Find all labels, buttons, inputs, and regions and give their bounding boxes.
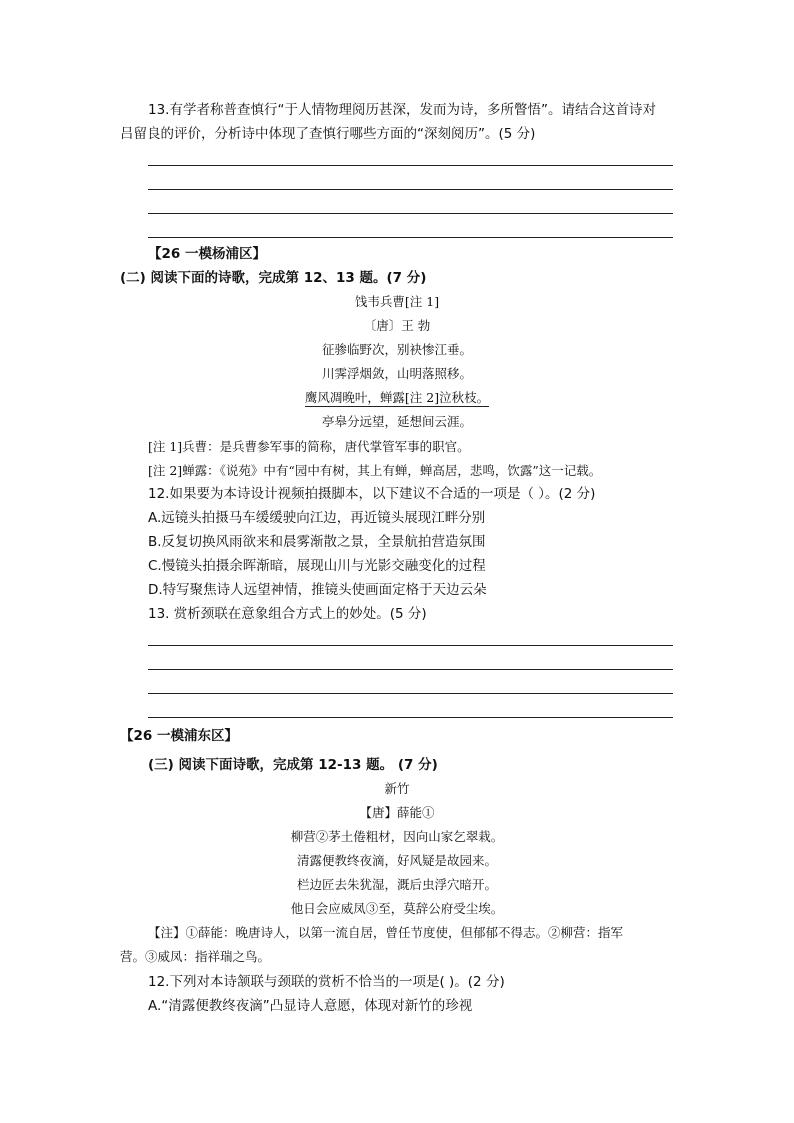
answer-line xyxy=(148,189,673,190)
question-12: 12.下列对本诗颔联与颈联的赏析不恰当的一项是( )。(2 分) xyxy=(148,974,505,990)
option-a: A.“清露便教终夜滴”凸显诗人意愿，体现对新竹的珍视 xyxy=(148,998,473,1014)
poem-line: 栏边匠去朱犹湿，溉后虫浮穴暗开。 xyxy=(296,877,497,892)
poem-author: 〔唐〕王 勃 xyxy=(363,318,431,333)
option-c: C.慢镜头拍摄余晖渐暗，展现山川与光影交融变化的过程 xyxy=(148,558,486,574)
note-line-1: 【注】①薛能：晚唐诗人，以第一流自居，曾任节度使，但郁郁不得志。②柳营：指军 xyxy=(148,925,624,940)
answer-line xyxy=(148,213,673,214)
poem-title: 饯韦兵曹[注 1] xyxy=(354,294,440,309)
note-2: [注 2]蝉露：《说苑》中有“园中有树，其上有蝉，蝉高居，悲鸣，饮露”这一记载。 xyxy=(148,463,602,478)
note-line-2: 营。③威凤：指祥瑞之鸟。 xyxy=(120,949,271,964)
question-13: 13. 赏析颈联在意象组合方式上的妙处。(5 分) xyxy=(148,606,427,622)
poem-line: 川霁浮烟敛，山明落照移。 xyxy=(321,366,472,381)
poem-line-underlined xyxy=(0,389,794,407)
option-b: B.反复切换风雨欲来和晨雾渐散之景，全景航拍营造氛围 xyxy=(148,534,486,550)
poem-line: 清露便教终夜滴，好风疑是故园来。 xyxy=(296,853,497,868)
answer-line xyxy=(148,165,673,166)
option-a: A.远镜头拍摄马车缓缓驶向江边，再近镜头展现江畔分别 xyxy=(148,510,486,526)
q13-prev-line2: 吕留良的评价，分析诗中体现了查慎行哪些方面的“深刻阅历”。(5 分) xyxy=(120,126,536,142)
answer-line xyxy=(148,669,673,670)
poem-line: 亭皋分远望，延想间云涯。 xyxy=(321,414,472,429)
answer-line xyxy=(148,237,673,238)
answer-line xyxy=(148,717,673,718)
section-tag-pudong: 【26 一模浦东区】 xyxy=(120,728,238,744)
question-12: 12.如果要为本诗设计视频拍摄脚本，以下建议不合适的一项是（ ）。(2 分) xyxy=(148,486,596,502)
option-d: D.特写聚焦诗人远望神情，推镜头使画面定格于天边云朵 xyxy=(148,582,487,598)
section-heading-yangpu: (二) 阅读下面的诗歌，完成第 12、13 题。(7 分) xyxy=(120,270,427,286)
q13-prev-line1: 13.有学者称普查慎行“于人情物理阅历甚深，发而为诗，多所瞥悟”。请结合这首诗对 xyxy=(148,102,656,118)
poem-line: 征骖临野次，别袂惨江垂。 xyxy=(321,342,472,357)
section-tag-yangpu: 【26 一模杨浦区】 xyxy=(148,246,266,262)
poem-title: 新竹 xyxy=(384,781,410,796)
poem-line: 他日会应威凤③至，莫辞公府受尘埃。 xyxy=(290,901,504,916)
poem-author: 【唐】薛能① xyxy=(359,805,435,820)
note-1: [注 1]兵曹：是兵曹参军事的简称，唐代掌管军事的职官。 xyxy=(148,439,470,454)
answer-line xyxy=(148,693,673,694)
poem-line: 鹰风凋晚叶，蝉露[注 2]泣秋枝。 xyxy=(304,390,490,405)
answer-line xyxy=(148,645,673,646)
poem-line: 柳营②茅土倦粗材，因向山家乞翠栽。 xyxy=(290,829,504,844)
section-heading-pudong: (三) 阅读下面诗歌，完成第 12-13 题。 (7 分) xyxy=(148,757,438,773)
